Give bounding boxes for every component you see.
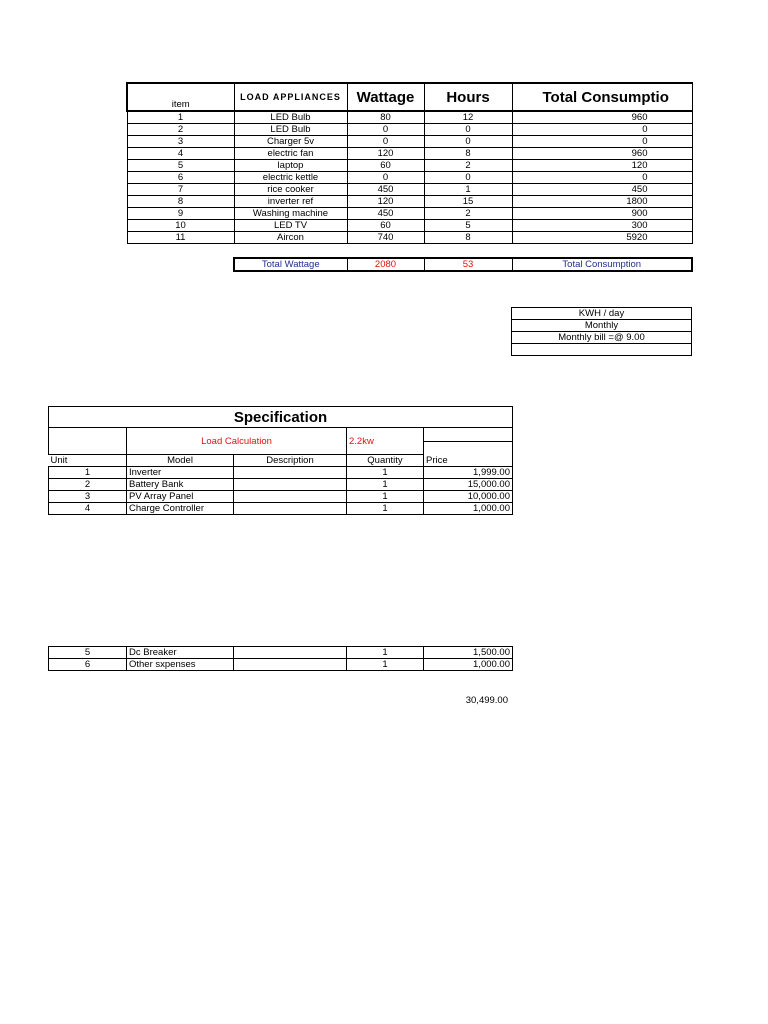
- appliance-total: 1800: [512, 196, 692, 208]
- load-table-header: [127, 83, 692, 111]
- appliance-hours: 12: [424, 111, 512, 124]
- spec-table-row: [49, 491, 513, 503]
- appliance-name: inverter ref: [234, 196, 347, 208]
- kwh-summary-box: [511, 307, 692, 356]
- item-number: 9: [127, 208, 234, 220]
- spec-price: 15,000.00: [424, 479, 513, 491]
- appliance-name: rice cooker: [234, 184, 347, 196]
- spec-description: [234, 491, 347, 503]
- appliance-name: LED Bulb: [234, 124, 347, 136]
- spec-header-price: Price: [424, 455, 513, 467]
- item-number: 3: [127, 136, 234, 148]
- spec-unit: 3: [49, 491, 127, 503]
- load-table-row: [127, 148, 692, 160]
- appliance-wattage: 120: [347, 148, 424, 160]
- item-number: 5: [127, 160, 234, 172]
- item-number: 7: [127, 184, 234, 196]
- appliance-name: electric fan: [234, 148, 347, 160]
- appliance-wattage: 120: [347, 196, 424, 208]
- appliance-wattage: 60: [347, 220, 424, 232]
- appliance-total: 0: [512, 136, 692, 148]
- total-consumption-label: Total Consumption: [512, 258, 692, 271]
- appliance-hours: 1: [424, 184, 512, 196]
- load-calculation-value: 2.2kw: [347, 428, 424, 455]
- total-wattage-row: [233, 257, 693, 272]
- kwh-empty-cell: [512, 344, 692, 356]
- grand-total: 30,499.00: [465, 695, 508, 706]
- item-number: 10: [127, 220, 234, 232]
- spec-price: 10,000.00: [424, 491, 513, 503]
- specification-table-extra: [48, 646, 513, 671]
- load-table-row: [127, 111, 692, 124]
- spec-model: Inverter: [127, 467, 234, 479]
- load-calculation-label: Load Calculation: [127, 428, 347, 455]
- spec-title: Specification: [49, 407, 513, 428]
- spec-unit: 6: [49, 659, 127, 671]
- appliance-name: Washing machine: [234, 208, 347, 220]
- appliance-name: LED Bulb: [234, 111, 347, 124]
- spec-header-model: Model: [127, 455, 234, 467]
- spec-price: 1,000.00: [424, 659, 513, 671]
- spec-quantity: 1: [347, 647, 424, 659]
- spec-price: 1,500.00: [424, 647, 513, 659]
- spec-model: Dc Breaker: [127, 647, 234, 659]
- appliance-wattage: 0: [347, 172, 424, 184]
- appliance-wattage: 740: [347, 232, 424, 244]
- spec-header-description: Description: [234, 455, 347, 467]
- total-hours-value: 53: [424, 258, 512, 271]
- appliance-total: 450: [512, 184, 692, 196]
- total-wattage-label: Total Wattage: [234, 258, 347, 271]
- item-number: 11: [127, 232, 234, 244]
- appliance-hours: 5: [424, 220, 512, 232]
- item-number: 1: [127, 111, 234, 124]
- kwh-day-label: KWH / day: [512, 308, 692, 320]
- spec-quantity: 1: [347, 503, 424, 515]
- item-number: 2: [127, 124, 234, 136]
- spec-quantity: 1: [347, 491, 424, 503]
- item-number: 6: [127, 172, 234, 184]
- spec-quantity: 1: [347, 467, 424, 479]
- header-item: item: [127, 83, 234, 111]
- spec-unit: 4: [49, 503, 127, 515]
- appliance-name: Aircon: [234, 232, 347, 244]
- spec-table-row: [49, 503, 513, 515]
- appliance-name: Charger 5v: [234, 136, 347, 148]
- appliance-total: 0: [512, 124, 692, 136]
- spec-blank-cell: [49, 428, 127, 455]
- specification-table: [48, 406, 513, 515]
- load-table-row: [127, 172, 692, 184]
- load-table-row: [127, 184, 692, 196]
- spec-description: [234, 479, 347, 491]
- load-table-row: [127, 196, 692, 208]
- appliance-total: 960: [512, 111, 692, 124]
- spec-lower-blank: [424, 441, 513, 454]
- spec-model: Charge Controller: [127, 503, 234, 515]
- appliance-total: 5920: [512, 232, 692, 244]
- header-hours: Hours: [424, 83, 512, 111]
- load-appliances-table: [126, 82, 693, 244]
- spec-model: Battery Bank: [127, 479, 234, 491]
- appliance-wattage: 0: [347, 124, 424, 136]
- spec-description: [234, 503, 347, 515]
- item-number: 8: [127, 196, 234, 208]
- load-table-row: [127, 124, 692, 136]
- total-wattage-value: 2080: [347, 258, 424, 271]
- spec-quantity: 1: [347, 659, 424, 671]
- appliance-name: LED TV: [234, 220, 347, 232]
- spec-header-quantity: Quantity: [347, 455, 424, 467]
- appliance-total: 0: [512, 172, 692, 184]
- appliance-hours: 0: [424, 136, 512, 148]
- spec-quantity: 1: [347, 479, 424, 491]
- spec-table-row: [49, 467, 513, 479]
- appliance-name: electric kettle: [234, 172, 347, 184]
- spec-price: 1,000.00: [424, 503, 513, 515]
- spec-upper-blank: [424, 428, 513, 442]
- spec-model: Other sxpenses: [127, 659, 234, 671]
- appliance-wattage: 0: [347, 136, 424, 148]
- load-table-row: [127, 136, 692, 148]
- appliance-hours: 0: [424, 124, 512, 136]
- spec-description: [234, 467, 347, 479]
- spec-unit: 2: [49, 479, 127, 491]
- load-table-row: [127, 220, 692, 232]
- monthly-bill-label: Monthly bill =@ 9.00: [512, 332, 692, 344]
- spec-unit: 1: [49, 467, 127, 479]
- spec-price: 1,999.00: [424, 467, 513, 479]
- appliance-wattage: 450: [347, 208, 424, 220]
- appliance-wattage: 60: [347, 160, 424, 172]
- spec-table-row: [49, 659, 513, 671]
- load-table-row: [127, 232, 692, 244]
- load-table-row: [127, 160, 692, 172]
- appliance-hours: 0: [424, 172, 512, 184]
- appliance-hours: 15: [424, 196, 512, 208]
- spec-description: [234, 647, 347, 659]
- appliance-hours: 2: [424, 208, 512, 220]
- appliance-total: 960: [512, 148, 692, 160]
- spec-header-unit: Unit: [49, 455, 127, 467]
- spec-unit: 5: [49, 647, 127, 659]
- header-total-consumption: Total Consumptio: [512, 83, 692, 111]
- appliance-wattage: 80: [347, 111, 424, 124]
- appliance-total: 120: [512, 160, 692, 172]
- spec-table-row: [49, 647, 513, 659]
- appliance-hours: 2: [424, 160, 512, 172]
- appliance-wattage: 450: [347, 184, 424, 196]
- appliance-name: laptop: [234, 160, 347, 172]
- spec-table-row: [49, 479, 513, 491]
- header-load-appliances: LOAD APPLIANCES: [234, 83, 347, 111]
- spec-header-row: [49, 455, 513, 467]
- spec-description: [234, 659, 347, 671]
- appliance-total: 300: [512, 220, 692, 232]
- load-table-row: [127, 208, 692, 220]
- monthly-label: Monthly: [512, 320, 692, 332]
- item-number: 4: [127, 148, 234, 160]
- appliance-total: 900: [512, 208, 692, 220]
- appliance-hours: 8: [424, 148, 512, 160]
- spec-model: PV Array Panel: [127, 491, 234, 503]
- header-wattage: Wattage: [347, 83, 424, 111]
- appliance-hours: 8: [424, 232, 512, 244]
